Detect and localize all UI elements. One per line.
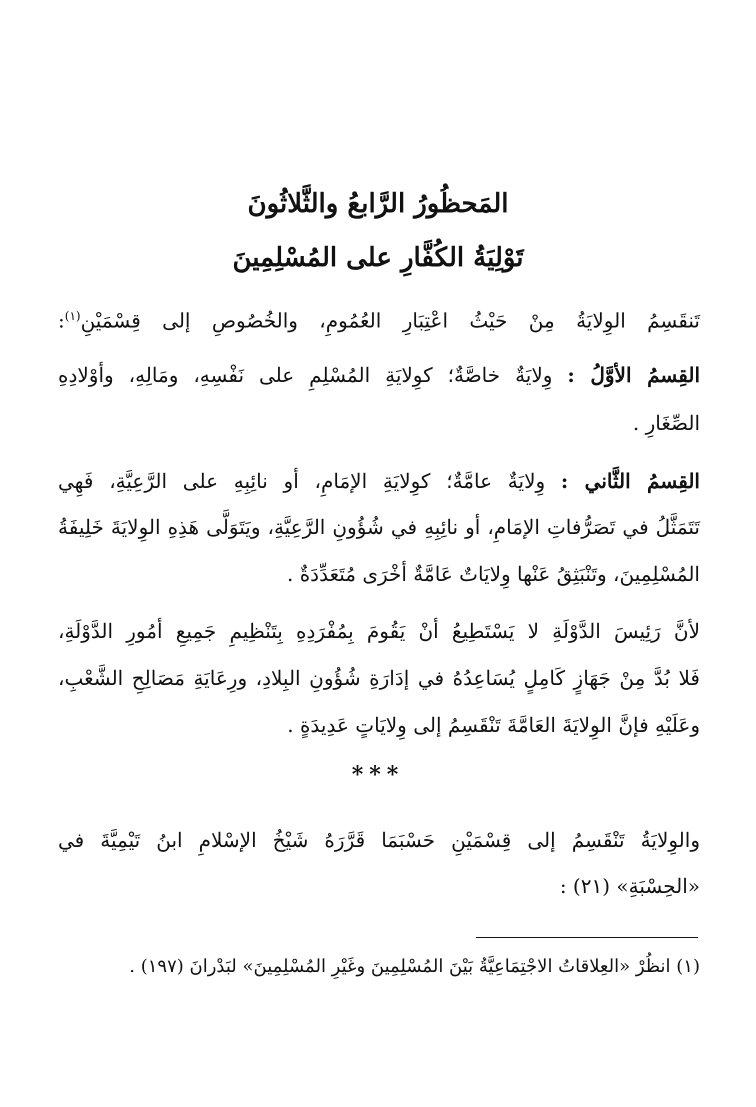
footnote: (١) انظُرْ «العِلاقاتُ الاجْتِمَاعِيَّةُ بَيْنَ المُسْلِمِينَ وغَيْرِ المُسْلِمِينَ» لبَدْرانَ (١٩٧) . [129, 956, 700, 977]
section-two-label: القِسمُ الثَّاني : [560, 469, 700, 493]
section-one-line-1 [58, 357, 700, 393]
footnote-reference[interactable]: (١) [64, 309, 81, 323]
paragraph-three-line-1: لأنَّ رَئِيسَ الدَّوْلَةِ لا يَسْتَطِيعُ أنْ يَقُومَ بِمُفْرَدِهِ بِتَنْظِيمِ جَمِيعِ أمُورِ الدَّوْلَةِ، [58, 619, 700, 643]
section-two-line-3: المُسْلِمِينَ، وتَنْبَثِقُ عَنْها وِلايَاتٌ عَامَّةٌ أخْرَى مُتَعَدِّدَةٌ . [286, 562, 700, 586]
footnote-divider [476, 937, 698, 938]
paragraph-four-line-2: «الحِسْبَةِ» (٢١) : [559, 874, 700, 898]
chapter-title: المَحظُورُ الرَّابعُ والثَّلاثُونَ [247, 189, 509, 219]
intro-line [58, 298, 700, 339]
paragraph-three-line-2: فَلا بُدَّ مِنْ جَهَازٍ كَامِلٍ يُسَاعِدُهُ في إدَارَةِ شُؤُونِ البِلادِ، ورِعَايَةِ مَصَالِحِ الشَّعْبِ، [58, 666, 700, 690]
intro-text: تَنقَسِمُ الوِلايَةُ مِنْ حَيْثُ اعْتِبَارِ العُمُومِ، والخُصُوصِ إلى قِسْمَيْنِ [80, 308, 700, 333]
chapter-subtitle: تَوْلِيَةُ الكُفَّارِ على المُسْلِمِينَ [232, 243, 524, 273]
section-two-text: وِلايَةٌ عامَّةٌ؛ كوِلايَةِ الإمَامِ، أو نائِبِهِ علی الرَّعِيَّةِ، فَهِي [58, 469, 546, 493]
section-two-line-1 [58, 463, 700, 499]
section-separator: *** [351, 762, 405, 788]
intro-colon: : [58, 308, 65, 333]
section-one-text: وِلايَةٌ خاصَّةٌ؛ كوِلايَةِ المُسْلِمِ على نَفْسِهِ، ومَالِهِ، وأوْلادِهِ [58, 363, 553, 387]
section-one-line-2: الصِّغَارِ . [632, 411, 700, 435]
paragraph-four-line-1: والوِلايَةُ تَنْقَسِمُ إلى قِسْمَيْنِ حَسْبَمَا قَرَّرَهُ شَيْخُ الإسْلامِ ابنُ تَيْمِيَّةَ في [58, 828, 700, 852]
section-two-line-2: تَتَمَثَّلُ في تَصَرُّفاتِ الإمَامِ، أو نائِبِهِ في شُؤُونِ الرَّعِيَّةِ، ويَتَوَلَّى هَذِهِ الوِلايَةَ خَلِيفَةُ [58, 515, 700, 539]
section-one-label: القِسمُ الأوَّلُ : [567, 363, 701, 387]
paragraph-three-line-3: وعَلَيْهِ فإنَّ الوِلايَةَ العَامَّةَ تَنْقَسِمُ إلى وِلايَاتٍ عَدِيدَةٍ . [287, 713, 700, 737]
